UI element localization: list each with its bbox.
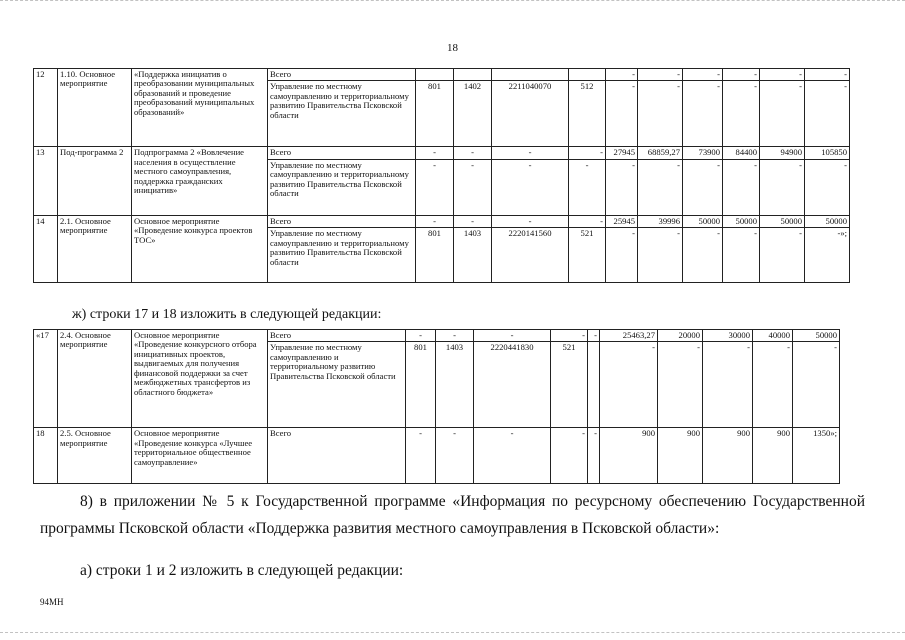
cell: - (492, 147, 569, 159)
cell: 2220441830 (474, 342, 551, 428)
cell: 50000 (723, 215, 760, 227)
scan-edge-top (0, 0, 905, 5)
cell: - (760, 159, 805, 215)
total-label: Всего (268, 330, 406, 342)
row-name: 2.4. Основное мероприятие (58, 330, 132, 428)
table-row (34, 428, 840, 484)
executor-label: Управление по местному самоуправлению и территориальному развитию Правительства Псковской области (268, 81, 416, 147)
cell: 30000 (703, 330, 753, 342)
cell: 39996 (638, 215, 683, 227)
cell: - (406, 428, 436, 484)
table-row (34, 147, 850, 159)
cell: 84400 (723, 147, 760, 159)
cell: - (760, 228, 805, 283)
cell: - (606, 81, 638, 147)
cell: 801 (416, 81, 454, 147)
cell: - (638, 228, 683, 283)
table-row (34, 215, 850, 227)
cell: - (723, 159, 760, 215)
cell: 1350»; (793, 428, 840, 484)
cell (454, 69, 492, 81)
cell: - (406, 330, 436, 342)
cell: - (793, 342, 840, 428)
cell: - (753, 342, 793, 428)
cell: - (454, 147, 492, 159)
cell: 25463,27 (600, 330, 658, 342)
cell (492, 69, 569, 81)
cell: - (474, 330, 551, 342)
cell (416, 69, 454, 81)
cell: 20000 (658, 330, 703, 342)
cell: - (551, 330, 588, 342)
cell: 25945 (606, 215, 638, 227)
cell: - (760, 69, 805, 81)
total-label: Всего (268, 428, 406, 484)
cell: 521 (551, 342, 588, 428)
total-label: Всего (268, 215, 416, 227)
executor-label: Управление по местному самоуправлению и территориальному развитию Правительства Псковской области (268, 159, 416, 215)
cell: 900 (753, 428, 793, 484)
cell: - (436, 428, 474, 484)
cell: 50000 (793, 330, 840, 342)
cell: - (638, 69, 683, 81)
cell: - (703, 342, 753, 428)
cell: - (492, 159, 569, 215)
cell: 50000 (683, 215, 723, 227)
row-title: Основное мероприятие «Проведение конкурса проектов ТОС» (132, 215, 268, 282)
cell: - (606, 228, 638, 283)
cell: 40000 (753, 330, 793, 342)
cell: - (600, 342, 658, 428)
cell: - (588, 330, 600, 342)
cell: - (683, 81, 723, 147)
cell: - (723, 69, 760, 81)
cell: - (723, 81, 760, 147)
section-heading: ж) строки 17 и 18 изложить в следующей редакции: (72, 307, 382, 322)
cell (588, 342, 600, 428)
cell: - (760, 81, 805, 147)
cell: 1402 (454, 81, 492, 147)
cell: - (474, 428, 551, 484)
row-name: Под-программа 2 (58, 147, 132, 215)
cell: - (569, 215, 606, 227)
cell: - (569, 159, 606, 215)
page-number: 18 (447, 42, 458, 54)
cell: 900 (703, 428, 753, 484)
cell: 2220141560 (492, 228, 569, 283)
footer-code: 94МН (40, 597, 64, 607)
paragraph-8: 8) в приложении № 5 к Государственной программе «Информация по ресурсному обеспечению Государственной программы Псковской области «Поддержка развития местного самоуправления в Псковской области»: (40, 493, 865, 537)
cell: - (638, 81, 683, 147)
row-title: Основное мероприятие «Проведение конкурса «Лучшее территориальное общественное самоуправление» (132, 428, 268, 484)
row-title: Основное мероприятие «Проведение конкурсного отбора инициативных проектов, выдвигаемых для получения финансовой поддержки за счет межбюджетных трансфертов из областного бюджета» (132, 330, 268, 428)
cell: - (454, 215, 492, 227)
row-title: «Поддержка инициатив о преобразовании муниципальных образований и проведение преобразований муниципальных образований» (132, 69, 268, 147)
row-number: 13 (34, 147, 58, 215)
cell: - (658, 342, 703, 428)
row-number: 12 (34, 69, 58, 147)
cell: 94900 (760, 147, 805, 159)
cell: 521 (569, 228, 606, 283)
cell: - (723, 228, 760, 283)
cell: - (638, 159, 683, 215)
cell: - (683, 159, 723, 215)
paragraph-a: а) строки 1 и 2 изложить в следующей редакции: (80, 562, 404, 579)
cell: - (551, 428, 588, 484)
cell: - (436, 330, 474, 342)
cell: 68859,27 (638, 147, 683, 159)
cell: - (416, 147, 454, 159)
cell: 105850 (805, 147, 850, 159)
resource-table-1 (33, 68, 850, 283)
scan-edge-bottom (0, 632, 905, 637)
total-label: Всего (268, 147, 416, 159)
cell: - (683, 228, 723, 283)
cell: 900 (658, 428, 703, 484)
cell: 801 (416, 228, 454, 283)
row-number: 18 (34, 428, 58, 484)
cell: 50000 (760, 215, 805, 227)
cell: - (416, 159, 454, 215)
cell: - (606, 159, 638, 215)
cell: - (454, 159, 492, 215)
cell: - (606, 69, 638, 81)
row-name: 1.10. Основное мероприятие (58, 69, 132, 147)
cell: - (805, 159, 850, 215)
cell: 801 (406, 342, 436, 428)
cell: - (416, 215, 454, 227)
row-name: 2.1. Основное мероприятие (58, 215, 132, 282)
row-number: 14 (34, 215, 58, 282)
resource-table-2 (33, 329, 840, 484)
cell: 900 (600, 428, 658, 484)
row-name: 2.5. Основное мероприятие (58, 428, 132, 484)
cell: -»; (805, 228, 850, 283)
cell: - (492, 215, 569, 227)
cell: 27945 (606, 147, 638, 159)
total-label: Всего (268, 69, 416, 81)
cell: 2211040070 (492, 81, 569, 147)
row-number: «17 (34, 330, 58, 428)
table-row (34, 330, 840, 342)
cell: 73900 (683, 147, 723, 159)
row-title: Подпрограмма 2 «Вовлечение населения в осуществление местного самоуправления, поддержка гражданских инициатив» (132, 147, 268, 215)
executor-label: Управление по местному самоуправлению и территориальному развитию Правительства Псковской области (268, 228, 416, 283)
cell: - (588, 428, 600, 484)
cell: 50000 (805, 215, 850, 227)
cell (569, 69, 606, 81)
cell: - (569, 147, 606, 159)
cell: - (805, 81, 850, 147)
table-row (34, 69, 850, 81)
cell: - (683, 69, 723, 81)
cell: 1403 (454, 228, 492, 283)
cell: - (805, 69, 850, 81)
cell: 1403 (436, 342, 474, 428)
cell: 512 (569, 81, 606, 147)
executor-label: Управление по местному самоуправлению и территориальному развитию Правительства Псковской области (268, 342, 406, 428)
